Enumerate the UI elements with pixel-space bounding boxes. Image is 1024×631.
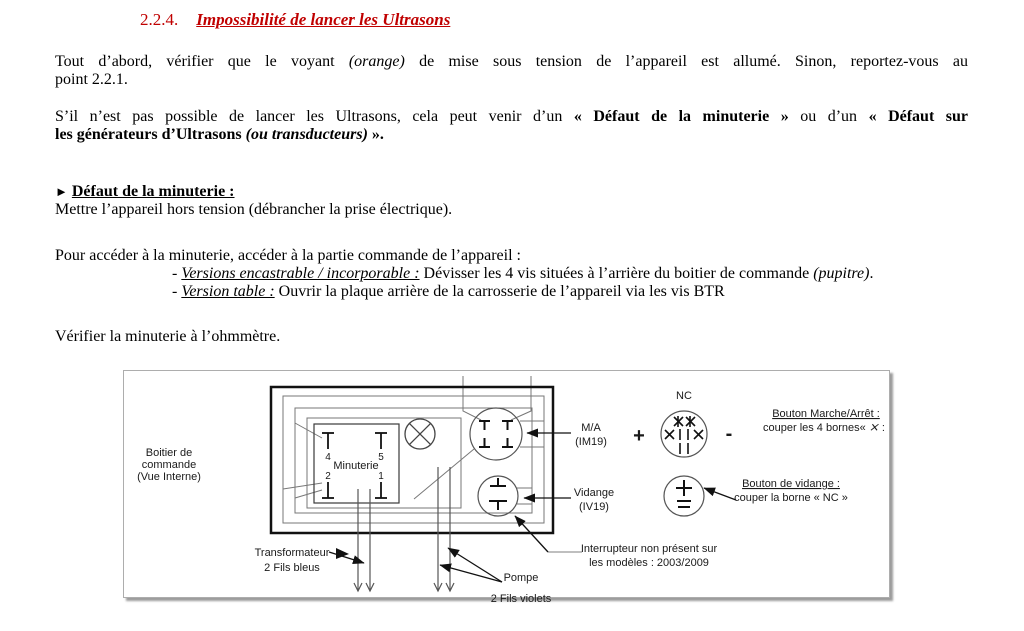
plus-sign: +: [633, 425, 645, 447]
text-run: ou d’un: [788, 108, 869, 125]
defaut-minuterie-heading: [55, 183, 968, 219]
defaut-minuterie-body: Mettre l’appareil hors tension (débrancher la prise électrique).: [55, 201, 453, 218]
transformateur-label-line2: 2 Fils bleus: [264, 562, 320, 574]
item1-label: Versions encastrable / incorporable :: [181, 265, 420, 282]
lamp-icon: [405, 419, 435, 449]
pompe-label-line1: Pompe: [503, 572, 539, 584]
terminal-1-label: 1: [378, 471, 384, 482]
text-run-bold: « Défaut de la minuterie »: [573, 108, 789, 125]
bouton-ma-line2: [763, 420, 885, 434]
document-body: [55, 0, 968, 346]
bouton-ma-title: Bouton Marche/Arrêt :: [772, 408, 880, 420]
vidange-switch-symbol: [478, 476, 518, 516]
list-item-encastrable: [55, 265, 968, 283]
boitier-label-line1: Boitier de: [145, 447, 193, 459]
crossed-terminal-icon: ⨯: [868, 420, 879, 434]
text-run: .: [869, 265, 874, 282]
vidange-label-line2: (IV19): [579, 501, 609, 513]
verify-text: Vérifier la minuterie à l’ohmmètre.: [55, 328, 281, 345]
interrupteur-note-line2: les modèles : 2003/2009: [589, 557, 709, 569]
bouton-ma-line2-text: couper les 4 bornes«: [763, 422, 869, 434]
wiring-diagram-figure: [123, 370, 890, 605]
text-run: Tout d’abord, vérifier que le voyant: [55, 53, 349, 70]
dash: -: [172, 265, 182, 282]
terminal-4-label: 4: [325, 452, 331, 463]
text-run: Dévisser les 4 vis situées à l’arrière du boitier de commande: [419, 265, 814, 282]
transformateur-label-line1: Transformateur: [254, 547, 330, 559]
section-number: 2.2.4.: [140, 10, 179, 29]
text-run-bold-italic: (ou transducteurs): [245, 126, 368, 143]
paragraph-defauts-line1: [55, 108, 968, 126]
acces-intro: Pour accéder à la minuterie, accéder à la partie commande de l’appareil :: [55, 247, 521, 264]
boitier-label-line3: (Vue Interne): [137, 471, 201, 483]
text-run: de mise sous tension de l’appareil est allumé. Sinon, reportez-vous au: [404, 53, 969, 70]
ma-switch-symbol: [470, 408, 522, 460]
minus-sign: -: [725, 423, 733, 445]
paragraph-voyant-line1: [55, 53, 968, 71]
nc-button-symbol: [661, 411, 707, 457]
item2-label: Version table :: [181, 283, 275, 300]
text-run-bold: ».: [367, 126, 384, 143]
defaut-minuterie-heading-line: [55, 183, 968, 201]
section-title: Impossibilité de lancer les Ultrasons: [196, 10, 451, 29]
bouton-vidange-line2: couper la borne « NC »: [734, 492, 848, 504]
acces-minuterie-block: [55, 247, 968, 301]
text-run-bold: « Défaut sur: [868, 108, 969, 125]
verify-line: [55, 328, 968, 346]
text-run: Ouvrir la plaque arrière de la carrosserie de l’appareil via les vis BTR: [274, 283, 725, 300]
nc-label: NC: [676, 390, 692, 402]
bouton-ma-line2-end: :: [878, 422, 885, 434]
paragraph-voyant: [55, 53, 968, 89]
terminal-5-label: 5: [378, 452, 384, 463]
paragraph-defauts-line2: [55, 126, 968, 144]
boitier-label-line2: commande: [141, 459, 197, 471]
text-run-italic: (pupitre): [813, 265, 870, 282]
minuterie-box: [314, 424, 399, 503]
dash: -: [172, 283, 182, 300]
ma-label-line1: M/A: [581, 422, 601, 434]
section-heading: [140, 9, 968, 31]
output-wires: [354, 467, 454, 591]
terminal-2-label: 2: [325, 471, 331, 482]
text-run: S’il n’est pas possible de lancer les Ultrasons, cela peut venir d’un: [55, 108, 574, 125]
vidange-button-symbol: [664, 476, 704, 516]
minuterie-label: Minuterie: [333, 460, 379, 472]
list-item-table: [55, 283, 968, 301]
vidange-label-line1: Vidange: [573, 487, 615, 499]
arrow-bullet-icon: ►: [55, 184, 68, 199]
text-run-italic: (orange): [348, 53, 405, 70]
defaut-minuterie-label: Défaut de la minuterie :: [71, 183, 235, 200]
pompe-label-line2: 2 Fils violets: [490, 593, 552, 605]
interrupteur-note-line1: Interrupteur non présent sur: [580, 543, 718, 555]
ma-label-line2: (IM19): [575, 436, 607, 448]
paragraph-voyant-line2: point 2.2.1.: [55, 71, 128, 88]
text-run-bold: les générateurs d’Ultrasons: [55, 126, 246, 143]
wiring-diagram-svg: [124, 371, 889, 605]
bouton-vidange-title: Bouton de vidange :: [742, 478, 840, 490]
paragraph-defauts: [55, 108, 968, 144]
